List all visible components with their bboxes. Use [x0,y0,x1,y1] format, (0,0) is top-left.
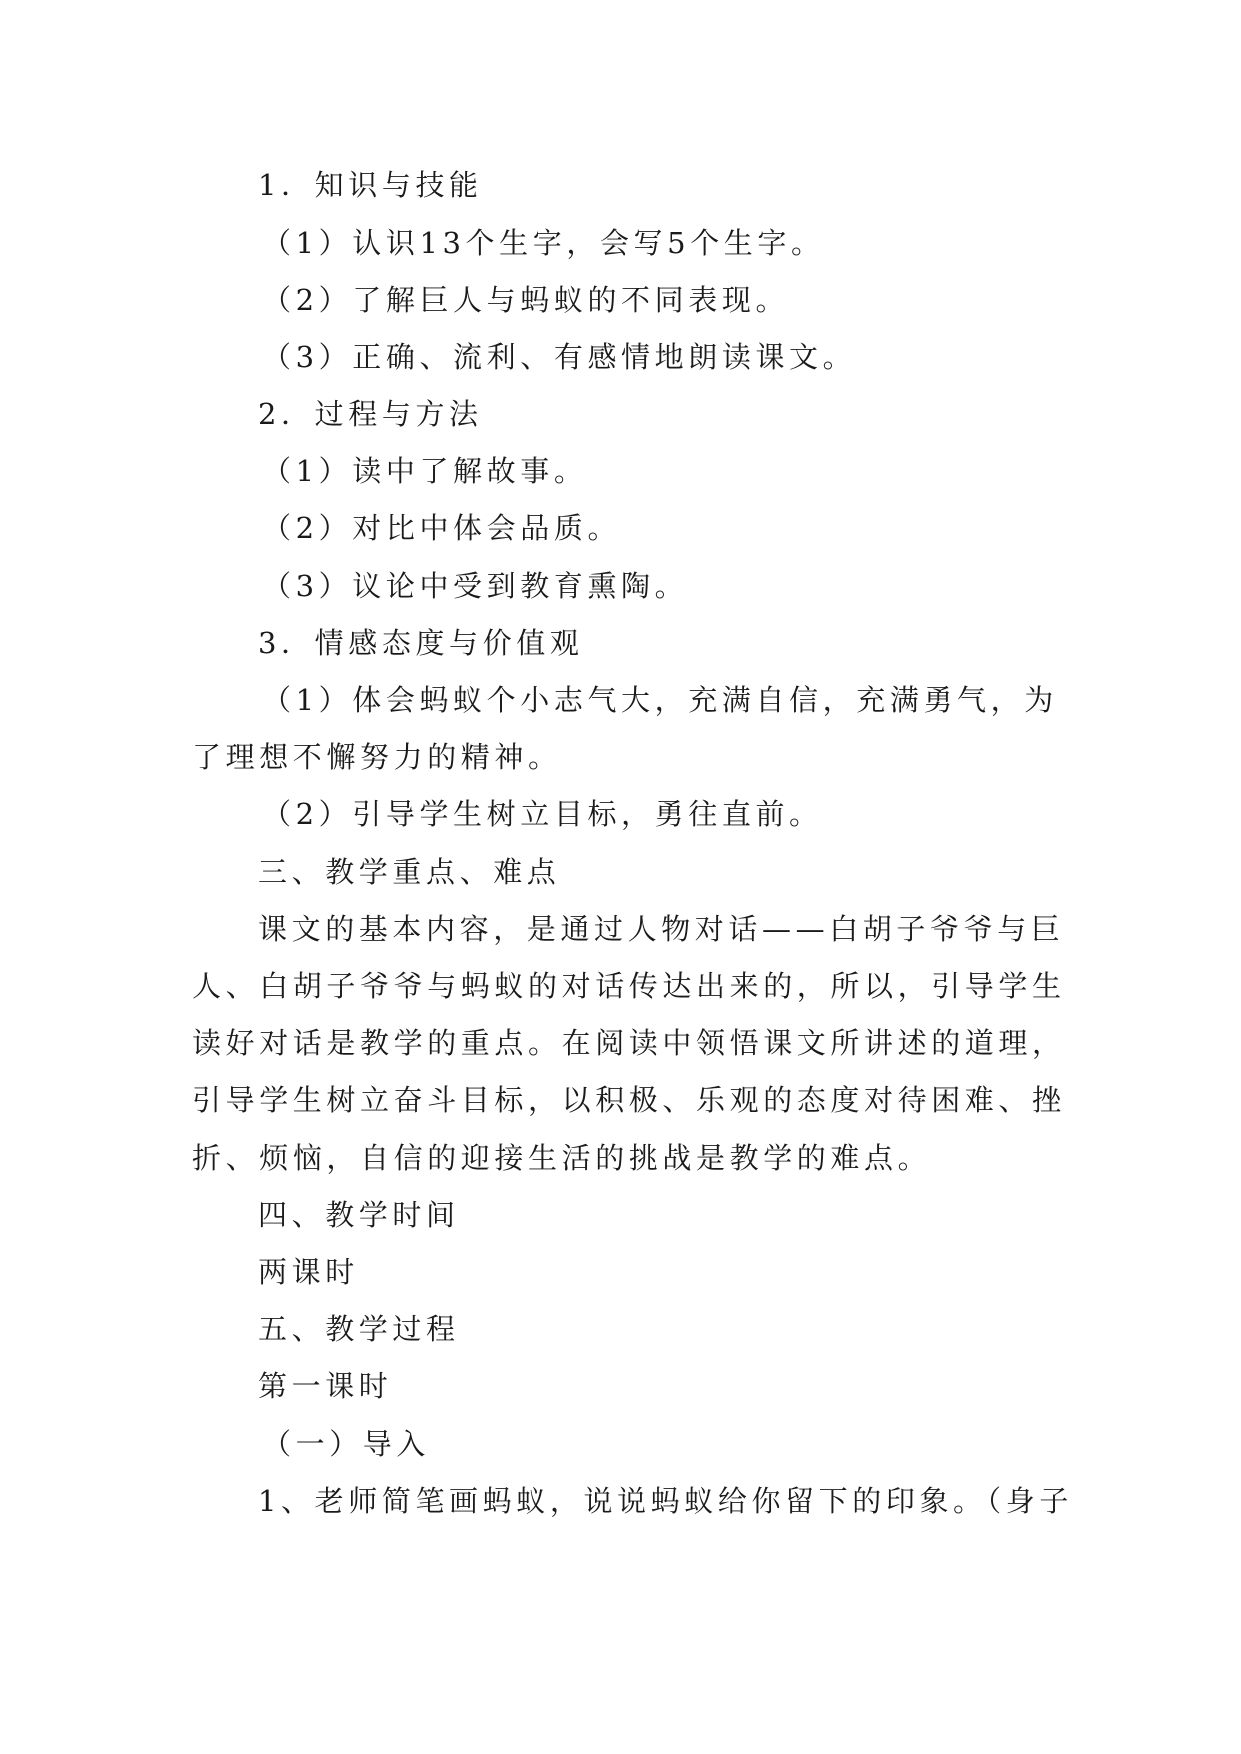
paragraph-continuation: 了理想不懈努力的精神。 [192,740,562,774]
list-item: （3）正确、流利、有感情地朗读课文。 [262,340,857,374]
list-item: （1）读中了解故事。 [262,454,588,488]
subheading-first-lesson: 第一课时 [258,1369,393,1403]
paragraph-line: 引导学生树立奋斗目标，以积极、乐观的态度对待困难、挫 [192,1083,1066,1117]
heading-process-method: 2．过程与方法 [258,397,483,431]
heading-knowledge-skills: 1．知识与技能 [258,168,483,202]
paragraph-line: 读好对话是教学的重点。在阅读中领悟课文所讲述的道理， [192,1026,1066,1060]
paragraph-line: 人、白胡子爷爷与蚂蚁的对话传达出来的，所以，引导学生 [192,969,1066,1003]
section-heading-teaching-process: 五、教学过程 [258,1312,460,1346]
list-item: （1）认识13个生字，会写5个生字。 [262,226,825,260]
paragraph-line: 课文的基本内容，是通过人物对话——白胡子爷爷与巨 [258,912,1065,946]
subheading-introduction: （一）导入 [262,1427,431,1461]
section-heading-key-points: 三、教学重点、难点 [258,855,561,889]
list-item: （2）对比中体会品质。 [262,511,622,545]
list-item: （3）议论中受到教育熏陶。 [262,569,689,603]
list-item: （1）体会蚂蚁个小志气大，充满自信，充满勇气，为 [262,683,1058,717]
paragraph-line: 1、老师简笔画蚂蚁，说说蚂蚁给你留下的印象。（身子 [258,1484,1073,1518]
section-heading-teaching-time: 四、教学时间 [258,1198,460,1232]
paragraph-line: 折、烦恼，自信的迎接生活的挑战是教学的难点。 [192,1141,932,1175]
heading-emotion-values: 3．情感态度与价值观 [258,626,584,660]
list-item: （2）了解巨人与蚂蚁的不同表现。 [262,283,790,317]
paragraph-line: 两课时 [258,1255,359,1289]
list-item: （2）引导学生树立目标，勇往直前。 [262,797,823,831]
